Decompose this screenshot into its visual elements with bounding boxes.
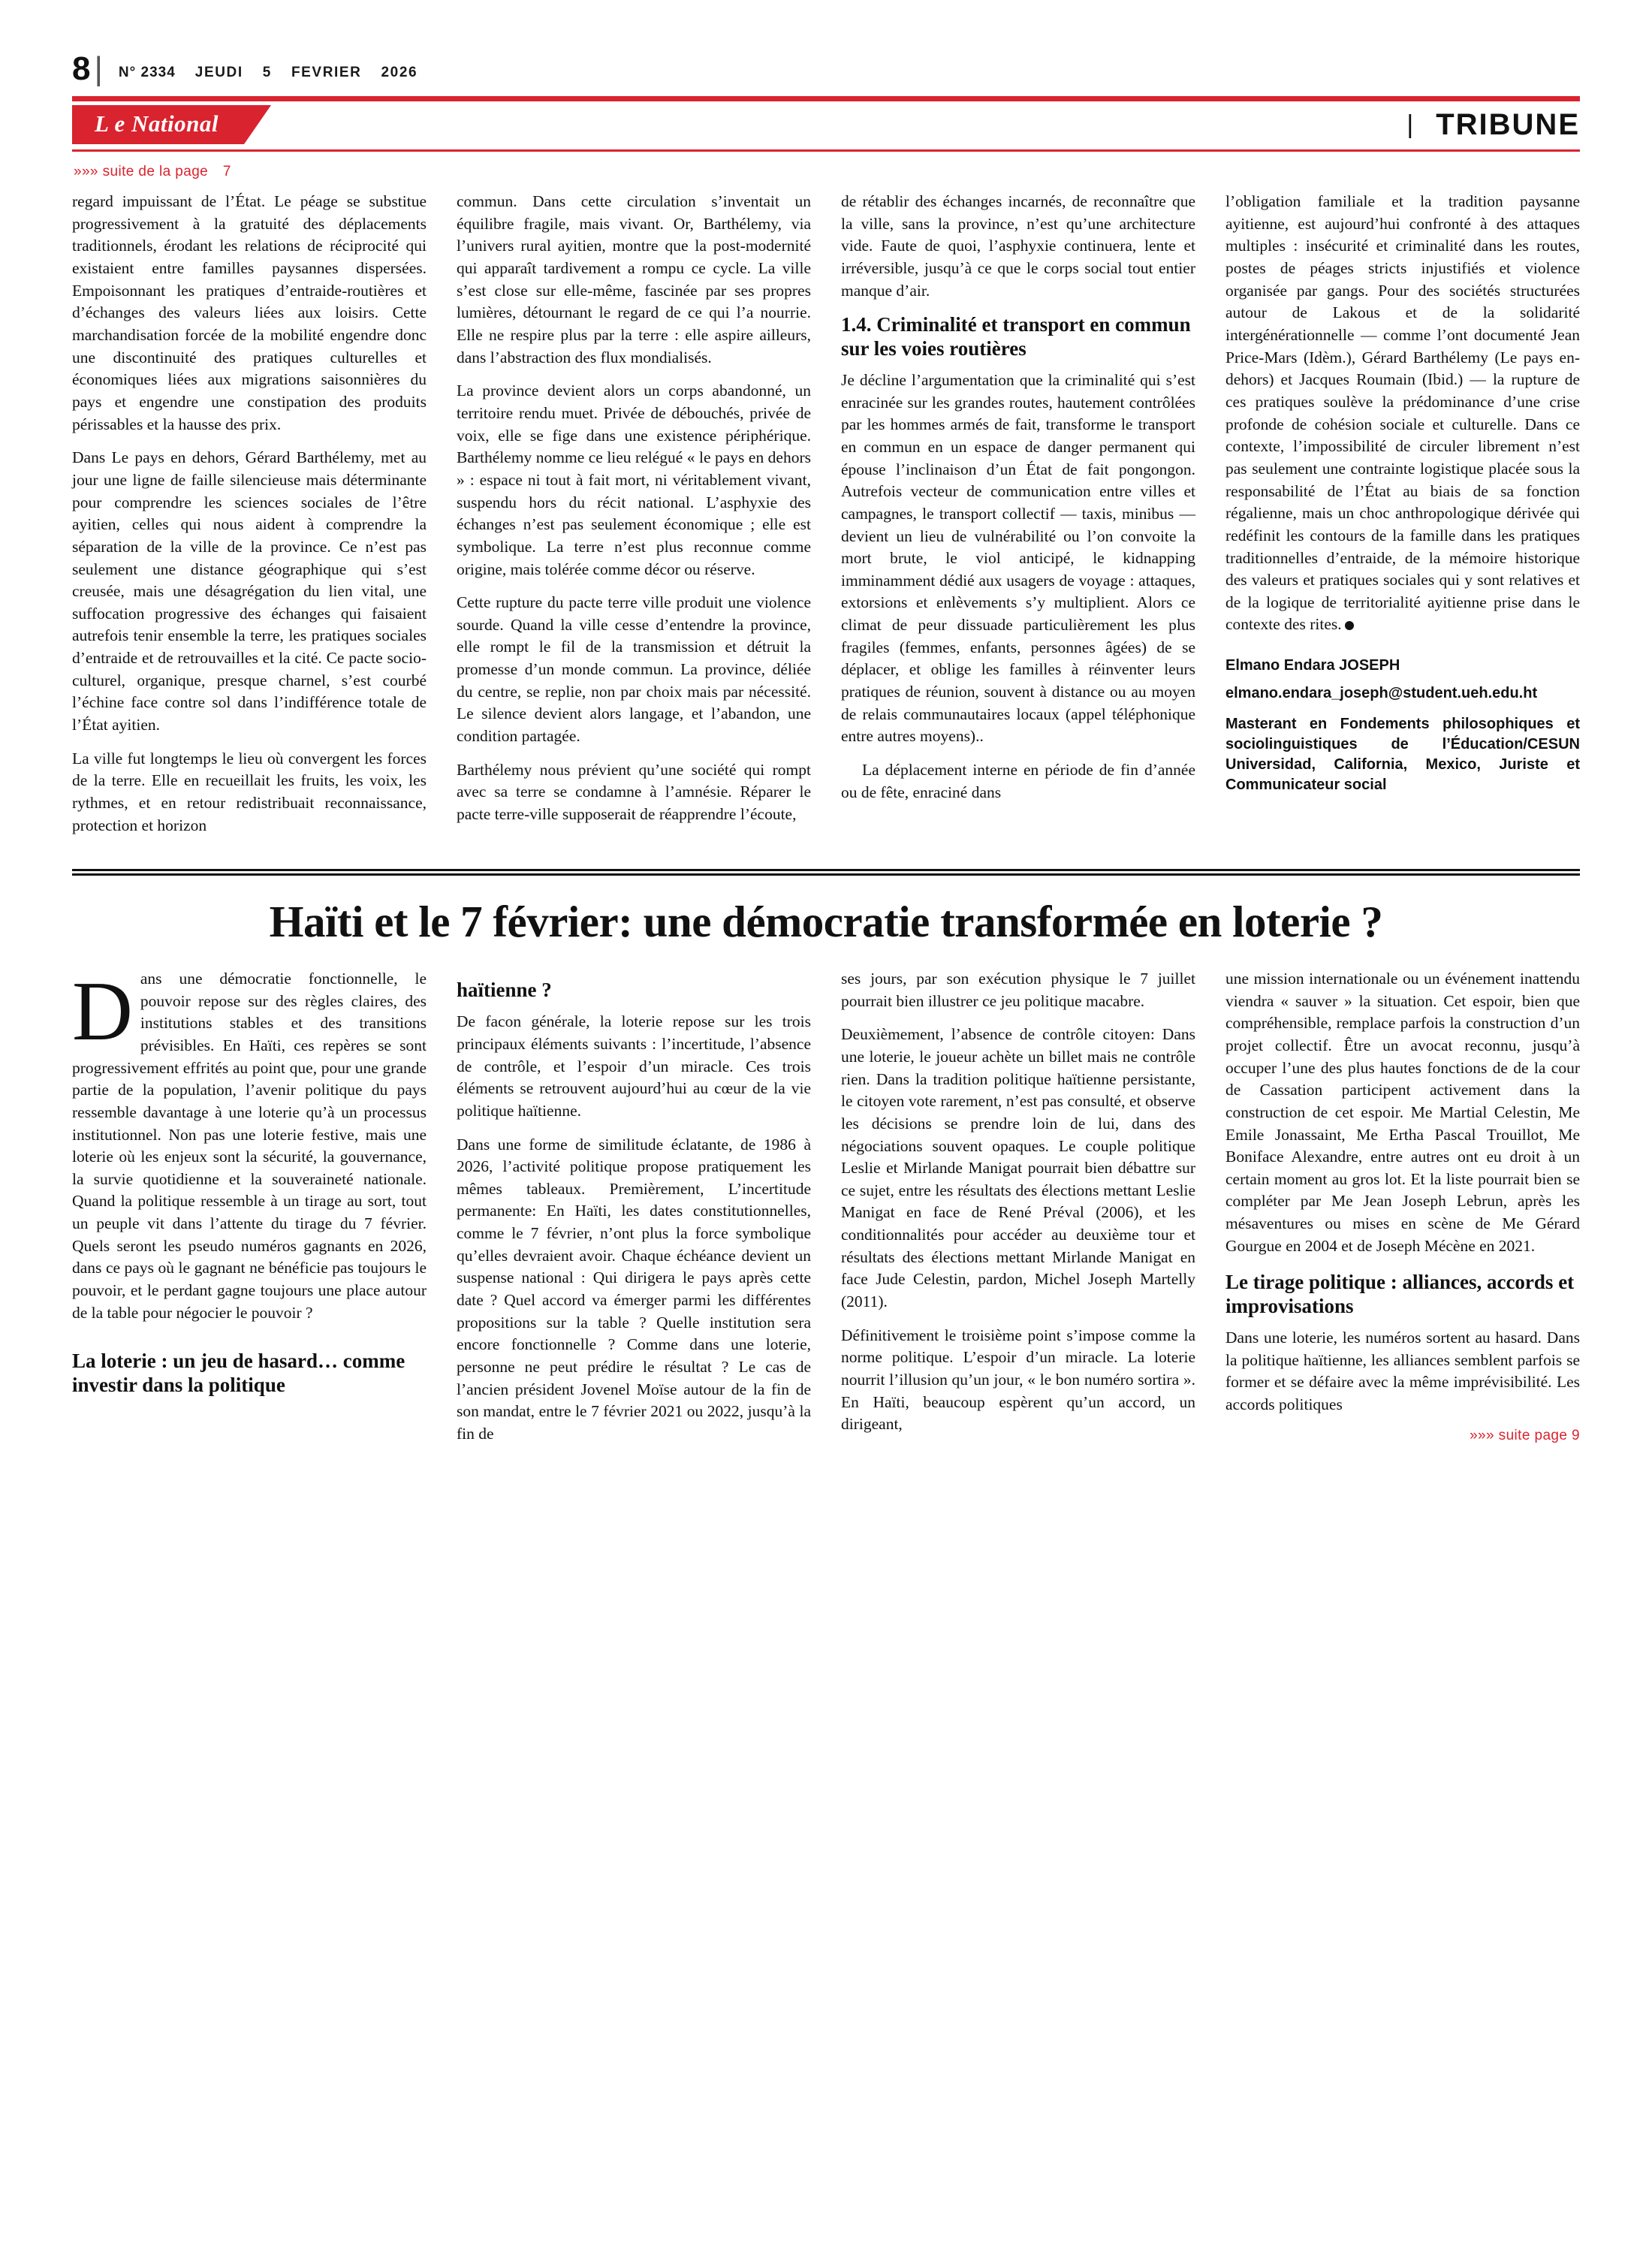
brand-underline (72, 149, 1580, 152)
paragraph (1225, 191, 1580, 636)
article-two-headline: Haïti et le 7 février: une démocratie transformée en loterie ? (269, 897, 1383, 947)
paragraph: Dans une loterie, les numéros sortent au hasard. Dans la politique haïtienne, les alliances semblent parfois se former et se défaire avec la même imprévisibilité. Les accords politiques (1225, 1329, 1580, 1414)
article-two-subhead-two: Le tirage politique : alliances, accords et improvisations (1225, 1271, 1575, 1317)
end-mark-icon (1345, 621, 1354, 630)
paragraph: Cette rupture du pacte terre ville produit une violence sourde. Quand la ville cesse d’entendre la province, elle rompt le fil de la transmission et détruit la promesse d’un monde commun. La province, déliée du centre, se replie, non par choix mais par nécessité. Le silence devient alors langage, et l’abandon, une condition partagée. (457, 593, 811, 746)
article-two-column-2 (457, 968, 811, 1457)
masthead (72, 50, 1580, 93)
issue-number: N° 2334 (118, 65, 176, 80)
author-email: elmano.endara_joseph@student.ueh.edu.ht (1225, 685, 1538, 702)
issue-weekday: JEUDI (194, 65, 243, 80)
section-header (1406, 108, 1580, 142)
paragraph: regard impuissant de l’État. Le péage se substitue progressivement à la gratuité des déplacements traditionnels, érodant les relations de réciprocité qui existaient entre familles paysannes dispersées. Empoisonnant les pratiques d’entraide-routières et d’échanges des valeurs liées aux loisirs. Cette marchandisation forcée de la mobilité engendre donc une discontinuité des pratiques culturelles et économiques liées aux migrations saisonnières du pays et engendre une constipation des produits périssables et la hausse des prix. (72, 192, 427, 433)
article-one-column-2 (457, 191, 811, 848)
issue-line (119, 65, 418, 86)
paragraph: Deuxièmement, l’absence de contrôle citoyen: Dans une loterie, le joueur achète un billet mais ne contrôle rien. Dans la tradition politique haïtienne persistante, le citoyen vote rarement, n’est pas consulté, et observe les décisions se prendre loin de lui, dans des négociations souvent opaques. Le couple politique Leslie et Mirlande Manigat pourrait bien débattre sur ce sujet, entre les résultats des élections mettant Leslie Manigat en face de René Préval (2006), et les conditionnalités pour accéder au deuxième tour et résultats des élections mettant Mirlande Manigat en face Jude Celestin, pardon, Michel Joseph Martelly (2011). (841, 1025, 1195, 1311)
jump-reference-page: 7 (222, 164, 231, 179)
issue-month: FEVRIER (291, 65, 362, 80)
drop-cap: D (72, 964, 133, 1058)
paragraph: Dans Le pays en dehors, Gérard Barthélemy, met au jour une ligne de faille silencieuse mais déterminante pour comprendre les sciences sociales de l’être ayitien, celles qui nous aident à comprendre la séparation de la ville de la province. Ce n’est pas seulement une distance géographique qui s’est creusée, mais une désagrégation du lien vital, une suffocation progressive des échanges qui faisaient autrefois tenir ensemble la terre, les pratiques sociales d’entraide et de retrouvailles et la cité. Ce pacte socio-culturel, organique, presque charnel, s’est courbé l’échine face contre sol dans l’indifférence totale de l’État ayitien. (72, 448, 427, 734)
paragraph: Définitivement le troisième point s’impose comme la norme politique. L’espoir d’un miracle. La loterie nourrit l’illusion qu’un jour, « le bon numéro sortira ». En Haïti, beaucoup espèrent qu’un accord, un dirigeant, (841, 1326, 1195, 1434)
article-one-column-4 (1225, 191, 1580, 848)
paragraph-text: ans une démocratie fonctionnelle, le pouvoir repose sur des règles claires, des institutions stables et des transitions prévisibles. En Haïti, ces repères se sont progressivement effrités au point que, pour une grande partie de la population, l’avenir politique du pays ressemble davantage à une loterie qu’à un processus institutionnel. Non pas une loterie festive, mais une loterie où les enjeux sont la sécurité, la gouvernance, la survie quotidienne et la souveraineté nationale. Quand la politique ressemble à un tirage au sort, tout un peuple vit dans l’attente du tirage du 7 février. Quels seront les pseudo numéros gagnants en 2026, dans ce pays où le gagnant ne bénéficie pas toujours le pouvoir, et le perdant gagne toujours une place autour de la table pour négocier le pouvoir ? (72, 969, 427, 1322)
continue-reference: »»» suite page 9 (1470, 1427, 1580, 1443)
article-one-subhead: 1.4. Criminalité et transport en commun sur les voies routières (841, 313, 1191, 360)
article-two-subhead-one-cont: haïtienne ? (457, 978, 552, 1001)
paragraph: La déplacement interne en période de fin d’année ou de fête, enraciné dans (841, 761, 1195, 801)
page-number-divider: | (94, 50, 102, 87)
masthead-rule (72, 96, 1580, 101)
paragraph: De facon générale, la loterie repose sur les trois principaux éléments suivants : l’incertitude, l’absence de contrôle, et l’espoir d’un miracle. Ces trois éléments se retrouvent aujourd’hui au cœur de la vie politique haïtienne. (457, 1012, 811, 1120)
paragraph-text: l’obligation familiale et la tradition paysanne ayitienne, est aujourd’hui confronté à des attaques multiples : insécurité et criminalité dans les routes, postes de péages stricts injustifiés et violence organisée par gangs. Pour des sociétés structurées autour de Lakous et de la solidarité intergénérationnelle — comme l’ont documenté Jean Price-Mars (Idèm.), Gérard Barthélemy (Le pays en-dehors) et Jacques Roumain (Ibid.) — la rupture de ces pratiques soulève la prédominance d’une crise profonde de cohésion sociale et culturelle. Dans ce contexte, l’impossibilité de circuler librement n’est pas seulement une contrainte logistique placée sous la responsabilité de l’État au biais de sa fonction régalienne, mais un choc anthropologique dérivée qui redéfinit les contours de la famille dans les pratiques traditionnelles d’entraide, de la mémoire historique des valeurs et pratiques sociales qui y sont relatives et de la logique de territorialité ayitienne prise dans le contexte des rites. (1225, 192, 1580, 634)
paragraph: ses jours, par son exécution physique le 7 juillet pourrait bien illustrer ce jeu politique macabre. (841, 969, 1195, 1010)
section-divider-icon: | (1406, 110, 1414, 139)
article-one-columns (72, 191, 1580, 848)
article-two-column-4 (1225, 968, 1580, 1457)
page-number-value: 8 (72, 50, 90, 87)
section-name: TRIBUNE (1436, 107, 1580, 141)
article-two-column-3 (841, 968, 1195, 1457)
article-two-columns (72, 964, 1580, 1457)
paragraph (72, 964, 427, 1325)
article-two-subhead-one: La loterie : un jeu de hasard… comme investir dans la politique (72, 1350, 405, 1396)
author-role: Masterant en Fondements philosophiques et sociolinguistiques de l’Éducation/CESUN Universidad, California, Mexico, Juriste et Communicateur social (1225, 716, 1580, 794)
issue-day: 5 (262, 65, 272, 80)
brand-row (72, 101, 1580, 148)
article-one-byline (1225, 656, 1580, 795)
article-two-column-1 (72, 964, 427, 1457)
story-divider (72, 869, 1580, 876)
paragraph: La ville fut longtemps le lieu où convergent les forces de la terre. Elle en recueillait les fruits, les voix, les rythmes, et en retour redistribuait reconnaissance, protection et horizon (72, 749, 427, 834)
paragraph: commun. Dans cette circulation s’inventait un équilibre fragile, mais vivant. Or, Barthélemy, via l’univers rural ayitien, montre que la post-modernité qui apparaît tardivement a rompu ce cycle. La ville s’est close sur elle-même, fascinée par ses propres lumières, détournant le regard de ce qui l’a nourrie. Elle ne respire plus par la terre : elle aspire ailleurs, dans l’abstraction des flux mondialisés. (457, 192, 811, 366)
article-one-column-1 (72, 191, 427, 848)
author-name: Elmano Endara JOSEPH (1225, 657, 1400, 674)
paragraph: Barthélemy nous prévient qu’une société qui rompt avec sa terre se condamne à l’amnésie. Réparer le pacte terre-ville supposerait de réapprendre l’écoute, (457, 760, 811, 824)
paragraph: La province devient alors un corps abandonné, un territoire rendu muet. Privée de débouchés, privée de voix, elle se fige dans une existence périphérique. Barthélemy nomme ce lieu relégué « le pays en dehors » : espace ni tout à fait mort, ni véritablement vivant, suspendu hors du récit national. L’asphyxie des échanges n’est pas seulement économique ; elle est symbolique. La terre n’est plus reconnue comme origine, mais tolérée comme décor ou réserve. (457, 382, 811, 578)
page-number (72, 50, 102, 87)
paragraph: Dans une forme de similitude éclatante, de 1986 à 2026, l’activité politique propose pratiquement les mêmes tableaux. Premièrement, L’incertitude permanente: En Haïti, les dates constitutionnelles, comme le 7 février, n’ont plus la force symbolique qu’elles devraient avoir. Chaque échéance devient un suspense national : Qui dirigera le pays après cette date ? Quel accord va émerger parmi les différentes propositions sur la table ? Quelle institution sera encore fonctionnelle ? Comme dans une loterie, personne ne peut prédire le résultat ? Le cas de l’ancien président Jovenel Moïse autour de la fin de son mandat, entre le 7 février 2021 ou 2022, jusqu’à la fin de (457, 1135, 811, 1443)
paragraph: Je décline l’argumentation que la criminalité qui s’est enracinée sur les grandes routes, hautement contrôlées par les hommes armés de fait, transforme le transport en commun en un espace de danger permanent qui épouse l’inclinaison d’un État de fait pongongon. Autrefois vecteur de communication entre villes et campagnes, le transport collectif — taxis, minibus — devient un lieu de vulnérabilité ou l’on convoite la mort brute, le viol anticipé, le kidnapping imminamment dédié aux usagers de voyage : attaques, extorsions et enlèvements s’y multiplient. Alors ce climat de peur dissuade particulièrement les plus fragiles (femmes, enfants, personnes âgées) de se déplacer, et oblige les familles à réinventer leurs pratiques de réunion, souvent à distance ou au moyen de relais communautaires locaux (appel téléphonique entre autres moyens).. (841, 370, 1195, 746)
jump-reference (74, 164, 1580, 180)
article-one-column-3 (841, 191, 1195, 848)
paragraph: de rétablir des échanges incarnés, de reconnaître que la ville, sans la province, n’est qu’une architecture vide. Faute de quoi, l’asphyxie continuera, lente et irréversible, jusqu’à ce que le corps social tout entier manque d’air. (841, 192, 1195, 300)
issue-year: 2026 (381, 65, 418, 80)
brand-logo: L e National (72, 105, 244, 144)
jump-reference-label: »»» suite de la page (74, 164, 209, 179)
paragraph: une mission internationale ou un événement inattendu viendra « sauver » la situation. Cet espoir, bien que compréhensible, remplace parfois la construction d’un projet collectif. Être un avocat reconnu, jusqu’à occuper l’une des plus hautes fonctions de de la cour de Cassation participent activement dans la construction de cet espoir. Me Martial Celestin, Me Emile Jonassaint, Me Ertha Pascal Trouillot, Me Boniface Alexandre, entre autres ont eu droit à un certain moment au gros lot. Et la liste pourrait bien se compléter par Me Jean Joseph Lebrun, après les mésaventures ou mises en scène de Me Gérard Gourgue en 2004 et de Joseph Mécène en 2021. (1225, 969, 1580, 1255)
